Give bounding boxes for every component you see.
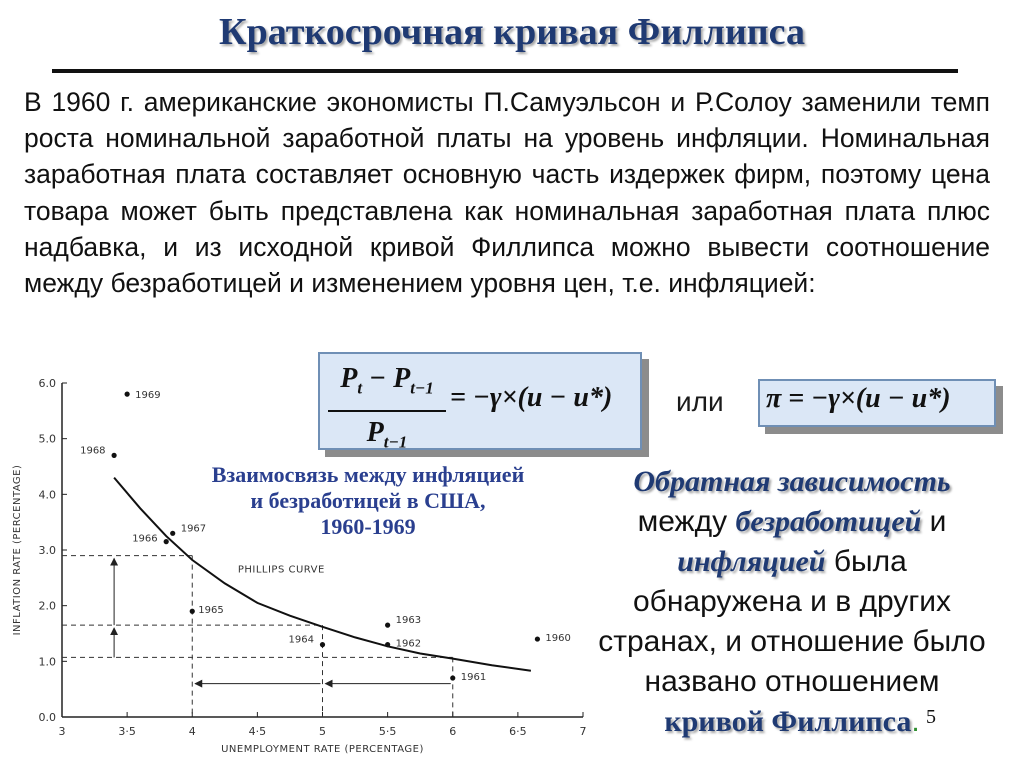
- formula-rhs: = −γ×(u − u*): [450, 382, 613, 413]
- x-tick-label: 3·5: [118, 725, 136, 738]
- y-tick-label: 4.0: [38, 488, 56, 502]
- x-tick-label: 4: [188, 725, 196, 738]
- data-point: [190, 609, 195, 614]
- x-tick-label: 5: [319, 725, 326, 738]
- point-year-label: 1960: [545, 633, 571, 645]
- x-tick-label: 3: [58, 725, 66, 738]
- caption-line-3: 1960-1969: [320, 514, 416, 539]
- data-point: [112, 453, 117, 458]
- point-year-label: 1961: [460, 672, 487, 684]
- data-point: [385, 642, 390, 647]
- point-year-label: 1969: [135, 390, 161, 402]
- data-point: [450, 675, 455, 680]
- x-tick-label: 5·5: [378, 725, 397, 738]
- point-year-label: 1965: [198, 605, 224, 617]
- point-year-label: 1966: [132, 533, 158, 545]
- point-year-label: 1967: [180, 523, 207, 535]
- formula-inflation: π = −γ×(u − u*): [766, 383, 951, 414]
- y-tick-label: 6.0: [38, 377, 56, 390]
- highlight-unemployment: безработицей: [735, 505, 922, 538]
- caption-line-2: и безработицей в США,: [250, 488, 486, 513]
- x-tick-label: 7: [579, 725, 587, 738]
- formula-fraction: [328, 360, 446, 461]
- caption-line-1: Взаимосвязь между инфляцией: [211, 462, 525, 487]
- or-label: или: [676, 386, 724, 417]
- y-tick-label: 5.0: [38, 432, 56, 446]
- y-tick-label: 2.0: [38, 599, 56, 613]
- curve-label: PHILLIPS CURVE: [237, 564, 325, 576]
- y-tick-label: 3.0: [38, 544, 56, 557]
- intro-paragraph: В 1960 г. американские экономисты П.Самуэльсон и Р.Солоу заменили темп роста номинальной заработной платы на уровень инфляции. Номинальная заработная плата составляет основную часть издержек фирм, поэтому цена товара может быть представлена как номинальная заработная плата плюс надбавка, и из исходной кривой Филлипса можно вывести соотношение между безработицей и изменением уровня цен, т.е. инфляцией:: [24, 87, 990, 299]
- title-divider: [52, 69, 958, 73]
- formula-box-inflation: [758, 379, 996, 427]
- x-tick-label: 6·5: [509, 725, 527, 738]
- data-point: [320, 642, 325, 647]
- x-tick-label: 4·5: [248, 725, 267, 738]
- highlight-inflation: инфляцией: [677, 545, 826, 578]
- y-tick-label: 0.0: [38, 711, 56, 724]
- point-year-label: 1968: [80, 445, 106, 457]
- chart-caption: [168, 462, 568, 540]
- formula-numerator: $P_t - P_{t-1}$: [340, 363, 434, 398]
- y-tick-label: 1.0: [38, 655, 56, 669]
- y-axis-label: INFLATION RATE (PERCENTAGE): [12, 464, 23, 636]
- point-year-label: 1964: [288, 634, 314, 646]
- point-year-label: 1962: [395, 638, 422, 650]
- x-tick-label: 6: [449, 725, 457, 738]
- data-point: [125, 392, 130, 397]
- point-year-label: 1963: [395, 615, 422, 627]
- highlight-inverse-relation: Обратная зависимость: [633, 465, 951, 498]
- data-point: [385, 623, 390, 628]
- x-axis-label: UNEMPLOYMENT RATE (PERCENTAGE): [221, 744, 424, 755]
- formula-box-ratio: [318, 352, 642, 450]
- fraction-bar: [328, 410, 446, 412]
- data-point: [535, 636, 540, 641]
- page-number: 5: [926, 706, 936, 728]
- slide-title: Краткосрочная кривая Филлипса: [219, 11, 805, 53]
- highlight-phillips-curve: кривой Филлипса: [664, 705, 912, 738]
- conclusion-text: Обратная зависимость между безработицей и инфляцией была обнаружена и в других странах, и отношение было названо отношением кривой Филлипса.: [598, 465, 986, 738]
- formula-denominator: $P_{t-1}$: [366, 416, 408, 452]
